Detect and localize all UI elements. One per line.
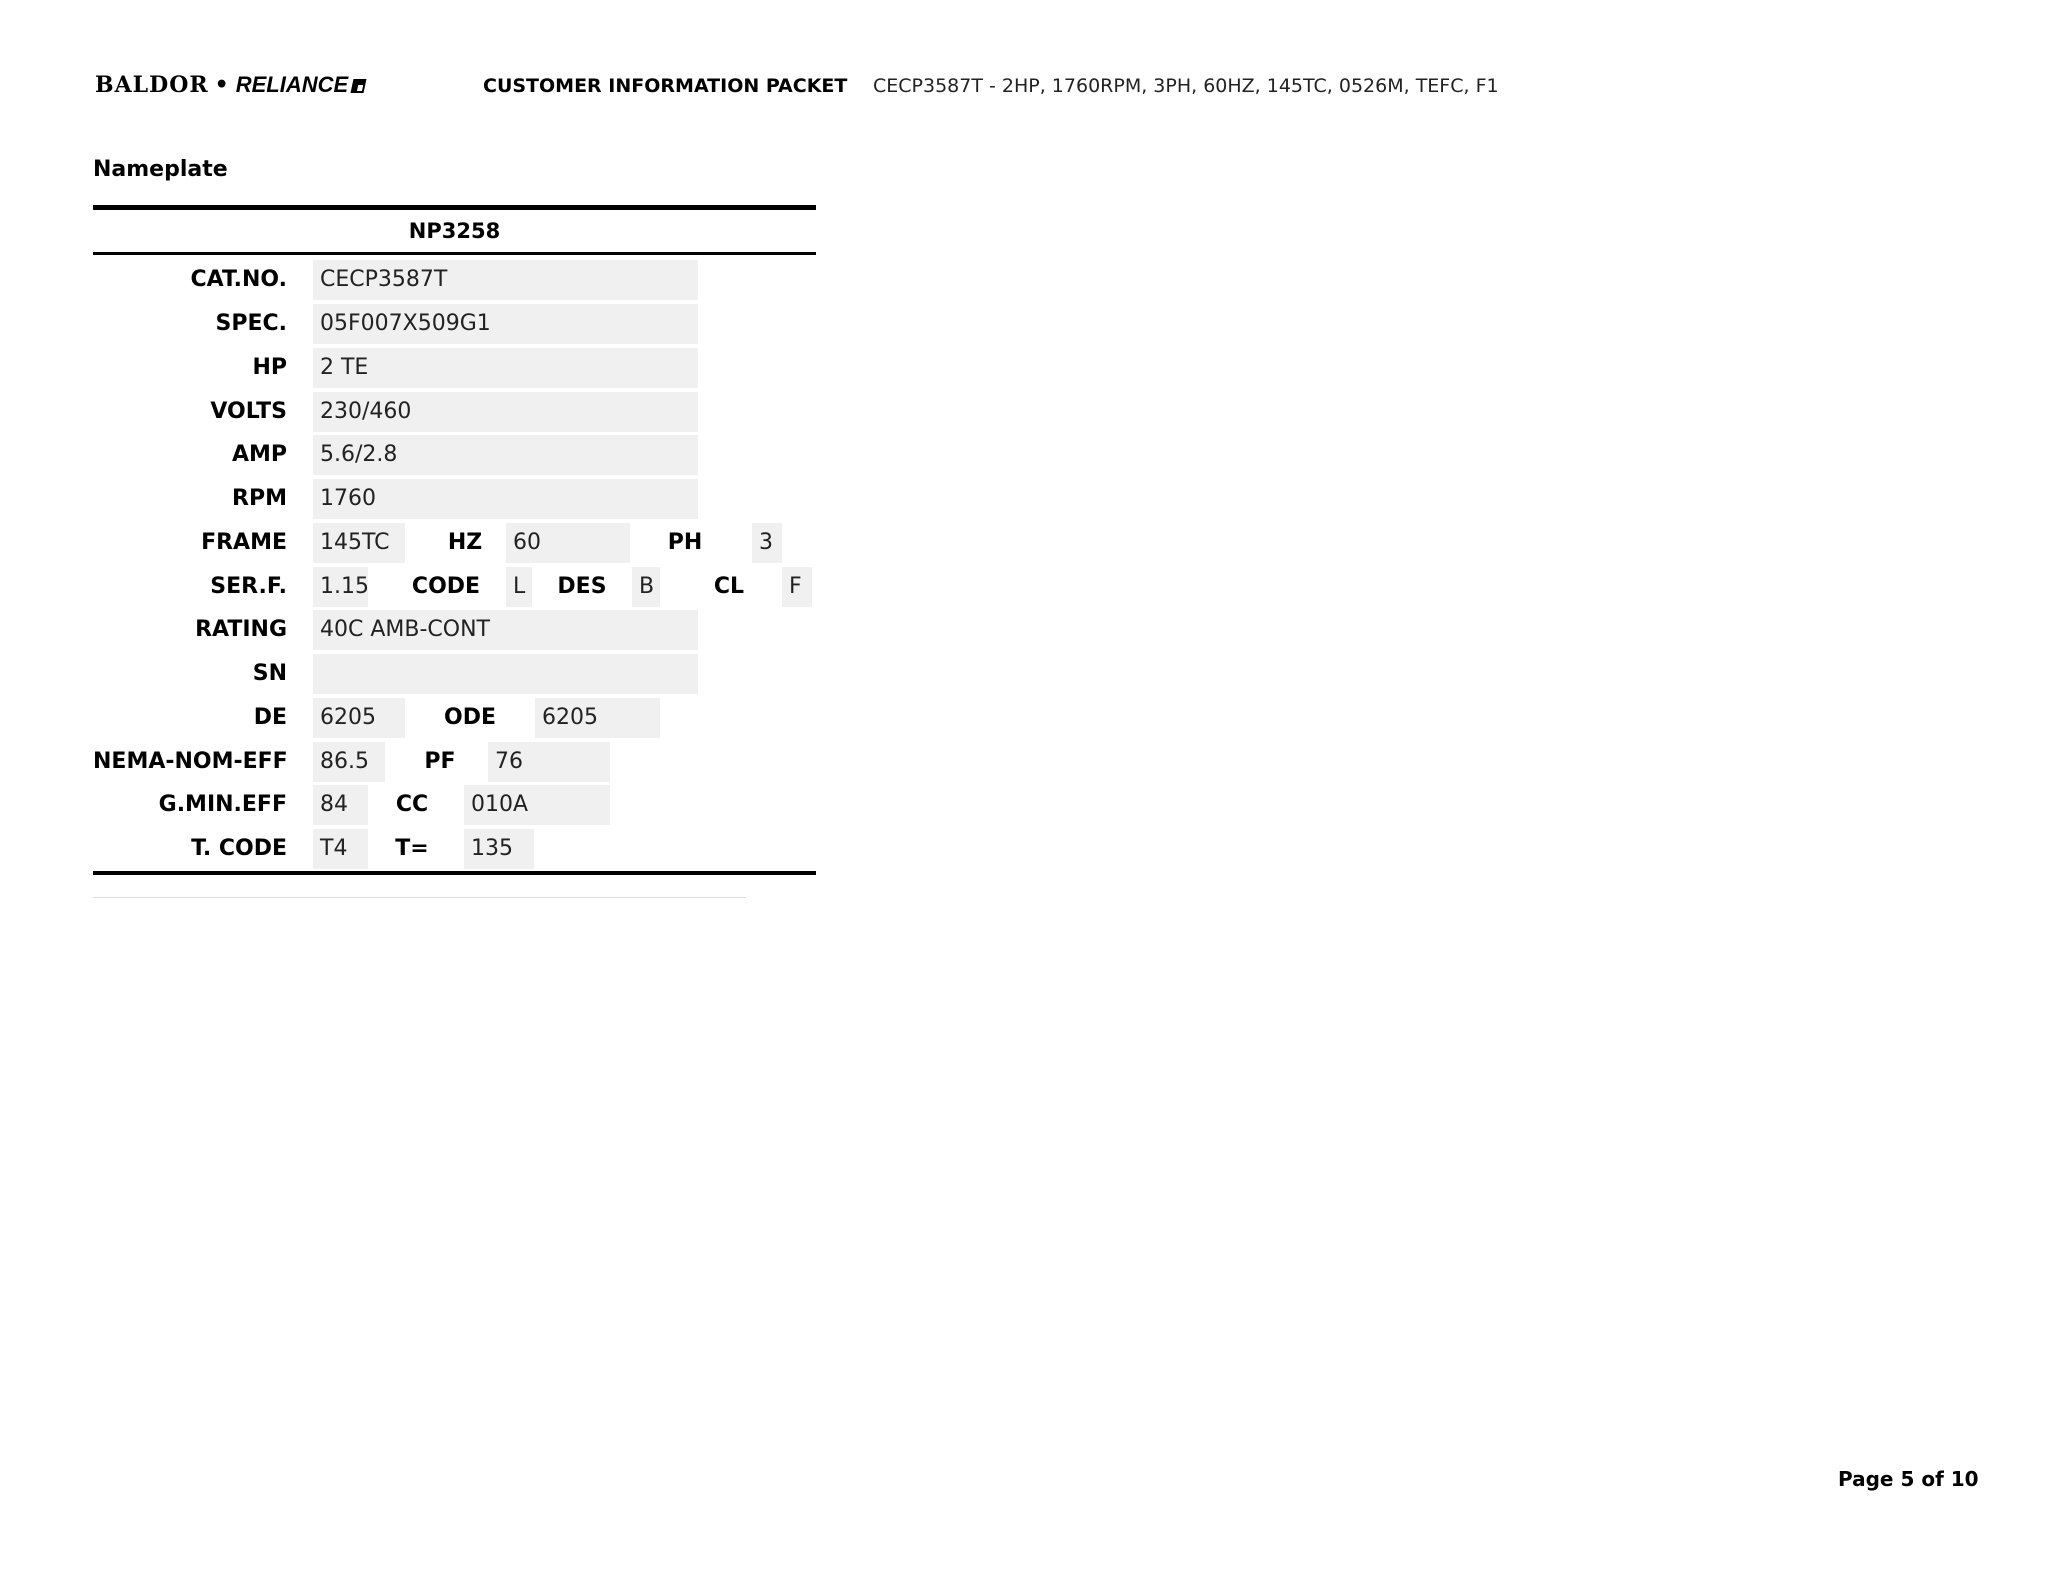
nameplate-id: NP3258 — [408, 219, 501, 243]
table-bottom-rule — [93, 871, 816, 875]
value-cat-no: CECP3587T — [313, 260, 698, 300]
label-t-eq: T= — [395, 836, 429, 861]
baldor-reliance-logo — [95, 72, 365, 98]
value-de: 6205 — [313, 698, 405, 738]
label-nema-nom-eff: NEMA-NOM-EFF — [93, 749, 288, 774]
label-ser-f: SER.F. — [210, 574, 287, 599]
value-code: L — [506, 567, 532, 607]
value-ode: 6205 — [535, 698, 660, 738]
label-sn: SN — [252, 661, 287, 686]
label-code: CODE — [411, 574, 481, 599]
label-hp: HP — [252, 355, 287, 380]
logo-mark-icon — [351, 79, 367, 93]
table-header-rule — [93, 252, 816, 255]
label-cl: CL — [713, 574, 745, 599]
label-t-code: T. CODE — [191, 836, 287, 861]
label-des: DES — [557, 574, 607, 599]
section-title: Nameplate — [93, 157, 228, 182]
value-frame: 145TC — [313, 523, 405, 563]
label-ode: ODE — [444, 705, 496, 730]
logo-brand-right: RELIANCE — [235, 72, 349, 97]
logo-separator: • — [214, 72, 230, 98]
faint-divider — [93, 897, 746, 898]
value-rating: 40C AMB-CONT — [313, 610, 698, 650]
product-description: CECP3587T - 2HP, 1760RPM, 3PH, 60HZ, 145TC, 0526M, TEFC, F1 — [873, 75, 1499, 97]
value-t-code: T4 — [313, 829, 368, 869]
label-rating: RATING — [195, 617, 287, 642]
value-t-eq: 135 — [464, 829, 534, 869]
value-cl: F — [782, 567, 812, 607]
label-g-min-eff: G.MIN.EFF — [158, 792, 287, 817]
page-number: Page 5 of 10 — [1838, 1467, 1979, 1491]
value-sn — [313, 654, 698, 694]
page-header — [95, 72, 1995, 102]
value-rpm: 1760 — [313, 479, 698, 519]
value-spec: 05F007X509G1 — [313, 304, 698, 344]
label-hz: HZ — [447, 530, 483, 555]
label-ph: PH — [667, 530, 703, 555]
label-rpm: RPM — [232, 486, 287, 511]
value-ser-f: 1.15 — [313, 567, 368, 607]
value-des: B — [632, 567, 660, 607]
value-cc: 010A — [464, 785, 610, 825]
label-volts: VOLTS — [210, 399, 287, 424]
value-volts: 230/460 — [313, 392, 698, 432]
logo-brand-left: BALDOR — [95, 72, 209, 98]
label-cat-no: CAT.NO. — [190, 267, 287, 292]
value-pf: 76 — [488, 742, 610, 782]
value-nema-nom-eff: 86.5 — [313, 742, 385, 782]
value-hz: 60 — [506, 523, 630, 563]
value-g-min-eff: 84 — [313, 785, 368, 825]
value-amp: 5.6/2.8 — [313, 435, 698, 475]
value-ph: 3 — [752, 523, 782, 563]
label-spec: SPEC. — [215, 311, 287, 336]
label-pf: PF — [424, 749, 456, 774]
label-de: DE — [253, 705, 287, 730]
packet-title: CUSTOMER INFORMATION PACKET — [483, 75, 848, 97]
table-top-rule — [93, 205, 816, 210]
label-frame: FRAME — [201, 530, 287, 555]
label-amp: AMP — [231, 442, 287, 467]
label-cc: CC — [395, 792, 429, 817]
value-hp: 2 TE — [313, 348, 698, 388]
